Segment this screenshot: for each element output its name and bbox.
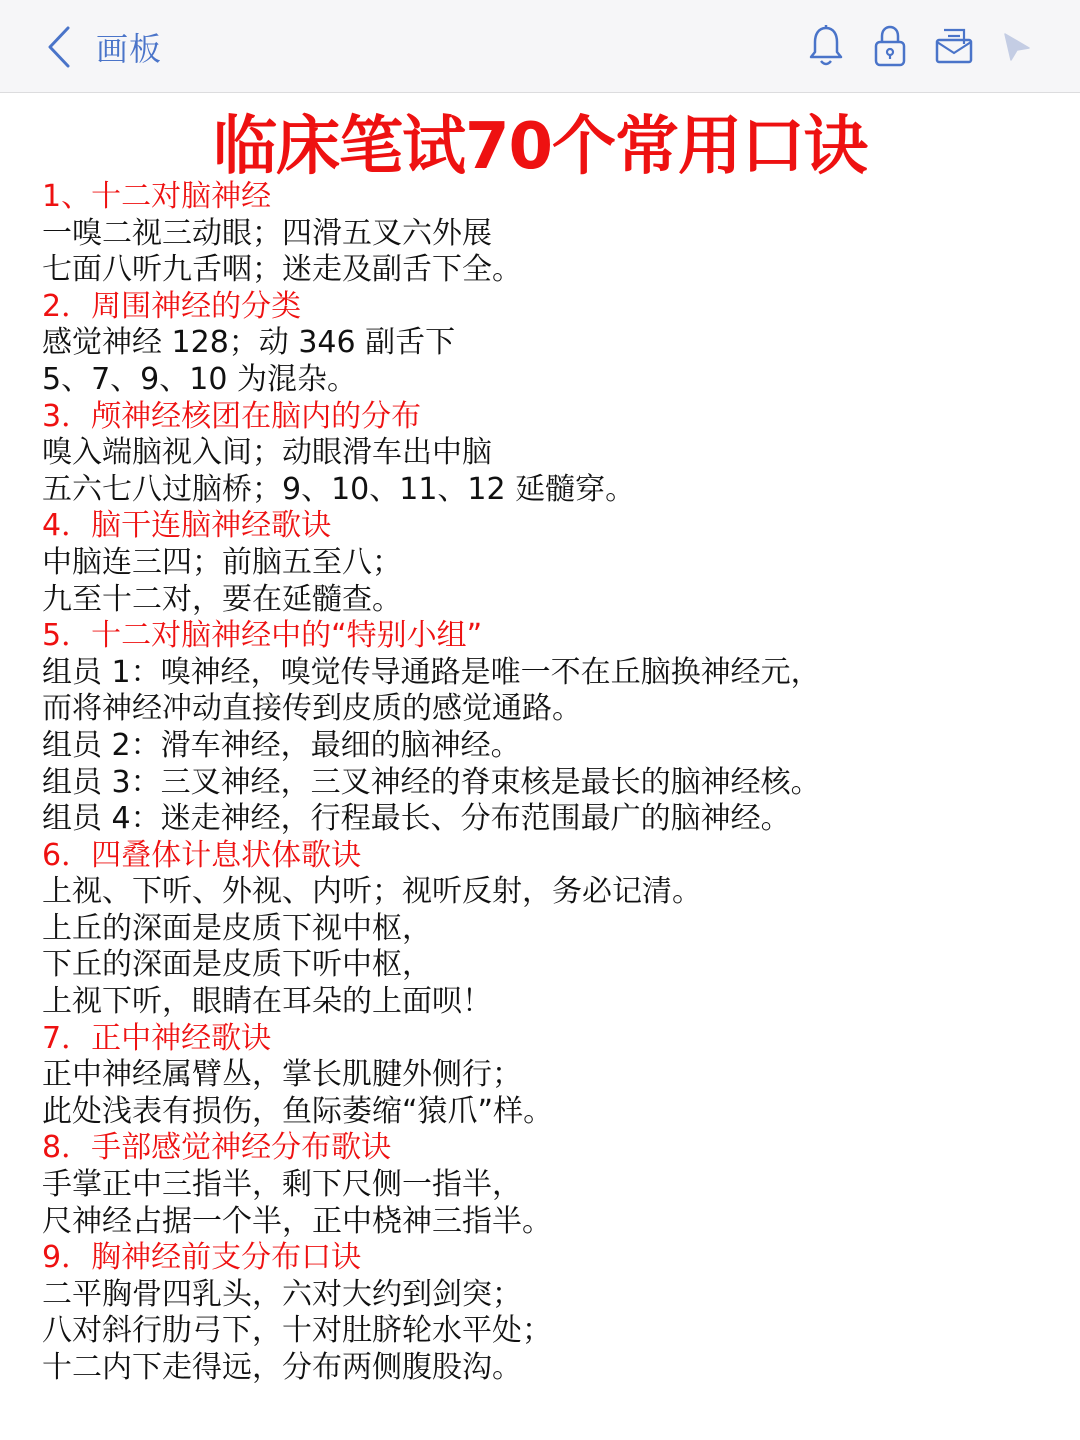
lock-button[interactable]	[870, 22, 910, 70]
section-heading: 7．正中神经歌诀	[42, 1020, 272, 1056]
document-body	[0, 179, 1080, 1387]
section-9	[42, 1240, 1040, 1386]
section-line: 组员 1：嗅神经，嗅觉传导通路是唯一不在丘脑换神经元，	[42, 654, 821, 690]
section-heading: 6．四叠体计息状体歌诀	[42, 837, 362, 873]
section-heading: 2．周围神经的分类	[42, 288, 302, 324]
lock-icon	[873, 24, 907, 68]
section-2	[42, 289, 1040, 399]
document-title: 临床笔试70个常用口诀	[212, 110, 868, 184]
send-icon	[999, 26, 1033, 66]
section-line: 此处浅表有损伤，鱼际萎缩“猿爪”样。	[42, 1093, 554, 1129]
section-4	[42, 508, 1040, 618]
back-label[interactable]: 画板	[96, 30, 163, 68]
section-line: 五六七八过脑桥；9、10、11、12 延髓穿。	[42, 471, 636, 507]
section-line: 嗅入端脑视入间；动眼滑车出中脑	[42, 435, 492, 471]
section-heading: 9．胸神经前支分布口诀	[42, 1240, 362, 1276]
section-line: 而将神经冲动直接传到皮质的感觉通路。	[42, 691, 582, 727]
back-button[interactable]	[40, 22, 80, 72]
section-line: 中脑连三四；前脑五至八；	[42, 544, 402, 580]
section-7	[42, 1021, 1040, 1131]
section-1	[42, 179, 1040, 289]
inbox-button[interactable]	[934, 22, 974, 70]
section-line: 组员 4：迷走神经，行程最长、分布范围最广的脑神经。	[42, 801, 791, 837]
section-line: 手掌正中三指半，剩下尺侧一指半，	[42, 1167, 522, 1203]
section-6	[42, 838, 1040, 1021]
section-heading: 8．手部感觉神经分布歌诀	[42, 1130, 392, 1166]
section-5	[42, 618, 1040, 838]
section-8	[42, 1130, 1040, 1240]
section-heading: 3．颅神经核团在脑内的分布	[42, 398, 422, 434]
section-line: 十二内下走得远，分布两侧腹股沟。	[42, 1350, 522, 1385]
section-line: 上视下听，眼睛在耳朵的上面呗！	[42, 984, 492, 1020]
section-line: 一嗅二视三动眼；四滑五叉六外展	[42, 215, 492, 251]
top-toolbar	[0, 0, 1080, 93]
section-heading: 1、十二对脑神经	[42, 179, 272, 214]
section-3	[42, 399, 1040, 509]
chevron-left-icon	[40, 22, 80, 72]
section-line: 正中神经属臂丛，掌长肌腱外侧行；	[42, 1057, 522, 1093]
section-line: 下丘的深面是皮质下听中枢，	[42, 947, 432, 983]
section-line: 组员 3：三叉神经，三叉神经的脊束核是最长的脑神经核。	[42, 764, 821, 800]
section-line: 组员 2：滑车神经，最细的脑神经。	[42, 727, 521, 763]
section-line: 七面八听九舌咽；迷走及副舌下全。	[42, 252, 522, 288]
section-heading: 5．十二对脑神经中的“特别小组”	[42, 618, 483, 654]
section-line: 5、7、9、10 为混杂。	[42, 361, 357, 397]
section-line: 二平胸骨四乳头，六对大约到剑突；	[42, 1276, 522, 1312]
send-button[interactable]	[998, 22, 1034, 70]
section-line: 上丘的深面是皮质下视中枢，	[42, 910, 432, 946]
section-heading: 4．脑干连脑神经歌诀	[42, 508, 332, 544]
section-line: 感觉神经 128；动 346 副舌下	[42, 325, 456, 361]
section-line: 九至十二对，要在延髓查。	[42, 581, 402, 617]
bell-button[interactable]	[806, 22, 846, 70]
bell-icon	[808, 24, 844, 68]
section-line: 上视、下听、外视、内听；视听反射，务必记清。	[42, 874, 702, 910]
toolbar-icons	[806, 22, 1034, 70]
inbox-icon	[934, 26, 974, 66]
section-line: 尺神经占据一个半，正中桡神三指半。	[42, 1203, 552, 1239]
section-line: 八对斜行肋弓下，十对肚脐轮水平处；	[42, 1313, 552, 1349]
